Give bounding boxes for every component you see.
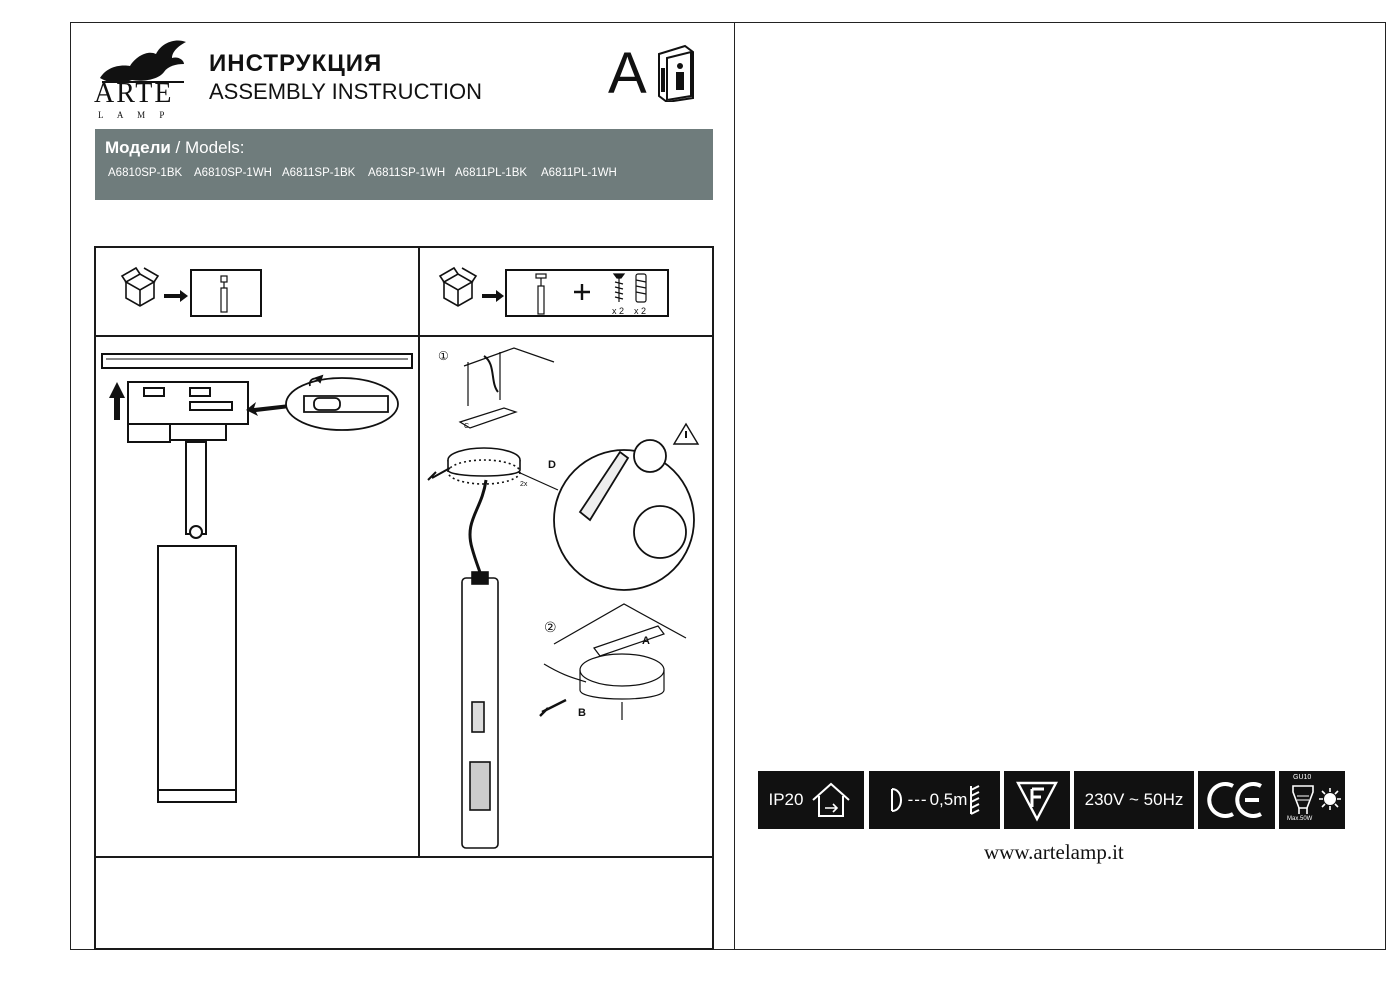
panel-divider-top — [94, 335, 714, 337]
lamp-type: GU10 — [1293, 774, 1312, 781]
ce-mark-icon — [1207, 780, 1267, 820]
detail-callout — [286, 376, 398, 430]
models-label-en: / Models: — [170, 138, 245, 157]
model-code: A6810SP-1WH — [194, 167, 272, 179]
track-mount-diagram — [100, 346, 416, 810]
model-code: A6811SP-1BK — [282, 167, 356, 179]
brand-logo — [92, 34, 192, 124]
model-code: A6811PL-1WH — [541, 167, 617, 179]
website-url[interactable]: www.artelamp.it — [984, 840, 1124, 864]
indoor-house-icon — [809, 780, 853, 820]
voltage-badge — [1074, 771, 1194, 829]
brand-name: ARTE — [94, 78, 174, 109]
wiring-detail-callout — [554, 440, 694, 590]
step-two-label: ② — [544, 620, 557, 636]
bulb-icon — [1289, 782, 1317, 816]
label-c: C — [464, 423, 470, 430]
voltage-value: 230V ~ 50Hz — [1084, 790, 1184, 809]
box-icon — [440, 268, 476, 306]
f-mark-badge — [1004, 771, 1070, 829]
power-cable — [470, 480, 486, 586]
arrow-right-icon — [482, 290, 504, 302]
track-adapter — [128, 382, 248, 442]
model-code: A6811SP-1WH — [368, 167, 446, 179]
screw-quantity: x 2 — [612, 306, 625, 316]
package-contents-left — [120, 266, 270, 320]
distance-badge: --- 0,5m — [869, 771, 1000, 829]
panel-divider-vertical — [418, 246, 420, 858]
info-book-icon — [655, 44, 697, 102]
label-d: D — [548, 459, 556, 471]
dowel-quantity: x 2 — [634, 306, 647, 316]
led-sun-icon — [1319, 788, 1341, 810]
label-b: B — [578, 707, 586, 719]
lamp-body — [158, 546, 236, 802]
suspension-rod — [186, 442, 206, 534]
distance-value: 0,5m — [929, 790, 968, 809]
step-one-label: ① — [438, 349, 449, 363]
ce-badge — [1198, 771, 1275, 829]
package-contents-right — [438, 266, 673, 320]
f-mark-icon — [1014, 777, 1060, 823]
ip-rating: IP20 — [768, 790, 804, 809]
canopy — [448, 448, 520, 484]
warning-icon — [674, 424, 698, 444]
page-divider — [734, 22, 735, 950]
model-code: A6810SP-1BK — [108, 167, 183, 179]
ceiling-mount-diagram — [424, 342, 710, 854]
brand-sub: L A M P — [98, 110, 171, 120]
title-ru: ИНСТРУКЦИЯ — [209, 50, 383, 77]
arrow-right-icon — [164, 290, 188, 302]
arrow-up-icon — [109, 382, 125, 420]
label-2x: 2x — [520, 481, 528, 488]
ip-rating-badge — [758, 771, 864, 829]
track-rail — [102, 354, 412, 368]
title-en: ASSEMBLY INSTRUCTION — [209, 79, 483, 104]
models-band — [95, 129, 713, 200]
lamp-max-power: Max.50W — [1287, 816, 1313, 822]
model-code: A6811PL-1BK — [455, 167, 528, 179]
panel-divider-bottom — [94, 856, 714, 858]
light-distance-icon — [886, 785, 906, 815]
label-a: A — [642, 635, 650, 647]
corner-letter: A — [608, 41, 647, 106]
pendant-tube — [462, 572, 498, 848]
surface-icon — [967, 784, 983, 816]
models-label-ru: Модели — [105, 138, 171, 157]
lamp-type-badge — [1279, 771, 1345, 829]
arrow-left-icon — [246, 402, 290, 416]
box-icon — [122, 268, 158, 306]
